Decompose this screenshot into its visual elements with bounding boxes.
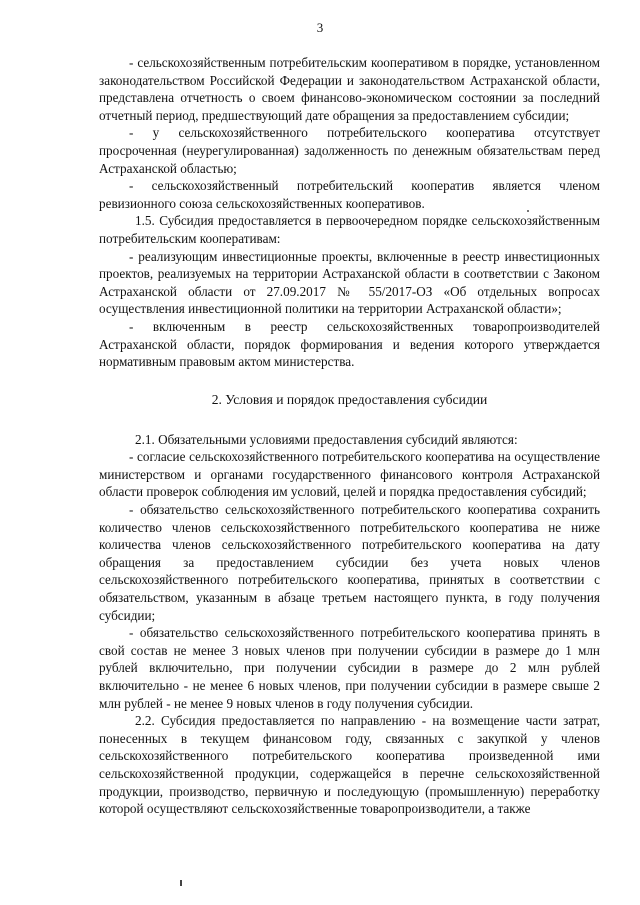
document-body xyxy=(99,54,600,818)
paragraph-no-debt-condition: - у сельскохозяйственного потребительского кооператива отсутствует просроченная (неурегулированная) задолженность по денежным обязательствам перед Астраханской областью; xyxy=(99,125,600,176)
paragraph-audit-union-condition: - сельскохозяйственный потребительский кооператив является членом ревизионного союза сельскохозяйственных кооперативов. xyxy=(99,178,600,211)
paragraph-investment-projects: - реализующим инвестиционные проекты, включенные в реестр инвестиционных проектов, реализуемых на территории Астраханской области в соответствии с Законом Астраханской области от 27.09.2017 № 55/2017-ОЗ «Об отдельных вопросах осуществления инвестиционной политики на территории Астраханской области»; xyxy=(99,248,600,317)
paragraph-membership-retention: - обязательство сельскохозяйственного потребительского кооператива сохранить количество членов сельскохозяйственного потребительского кооператива не ниже количества членов сельскохозяйственного потребительского кооператива на дату обращения за предоставлением субсидии без учета новых членов сельскохозяйственного потребительского кооператива, принятых в соответствии с обязательством, указанным в абзаце третьем настоящего пункта, в году получения субсидии; xyxy=(99,502,600,623)
paragraph-producers-register: - включенным в реестр сельскохозяйственных товаропроизводителей Астраханской области, порядок формирования и ведения которого утверждается нормативным правовым актом министерства. xyxy=(99,318,600,370)
scan-speck xyxy=(180,880,182,886)
paragraph-clause-1-5: 1.5. Субсидия предоставляется в первоочередном порядке сельскохозяйственным потребительским кооперативам: xyxy=(99,213,600,246)
paragraph-reporting-condition: - сельскохозяйственным потребительским кооперативом в порядке, установленном законодательством Российской Федерации и законодательством Астраханской области, представлена отчетность о своем финансово-экономическом состоянии за последний отчетный период, предшествующий дате обращения за предоставлением субсидии; xyxy=(99,55,600,123)
paragraph-clause-2-1: 2.1. Обязательными условиями предоставления субсидий являются: xyxy=(135,431,518,447)
paragraph-inspection-consent: - согласие сельскохозяйственного потребительского кооператива на осуществление министерством и органами государственного финансового контроля Астраханской области проверок соблюдения им условий, целей и порядка предоставления субсидий; xyxy=(99,449,600,500)
paragraph-clause-2-2: 2.2. Субсидия предоставляется по направлению - на возмещение части затрат, понесенных в текущем финансовом году, связанных с закупкой у членов сельскохозяйственного потребительского кооператива произведенной ими сельскохозяйственной продукции, содержащейся в перечне сельскохозяйственной продукции, производство, первичную и последующую (промышленную) переработку которой осуществляют сельскохозяйственные товаропроизводители, а также xyxy=(99,713,600,817)
paragraph-new-members: - обязательство сельскохозяйственного потребительского кооператива принять в свой состав не менее 3 новых членов при получении субсидии в размере до 1 млн рублей включительно, при получении субсидии в размере до 2 млн рублей включительно - не менее 6 новых членов, при получении субсидии в размере свыше 2 млн рублей - не менее 9 новых членов в году получения субсидии. xyxy=(99,625,600,711)
scan-speck xyxy=(527,210,529,212)
section-heading: 2. Условия и порядок предоставления субсидии xyxy=(211,391,488,407)
page-number: 3 xyxy=(316,20,324,35)
